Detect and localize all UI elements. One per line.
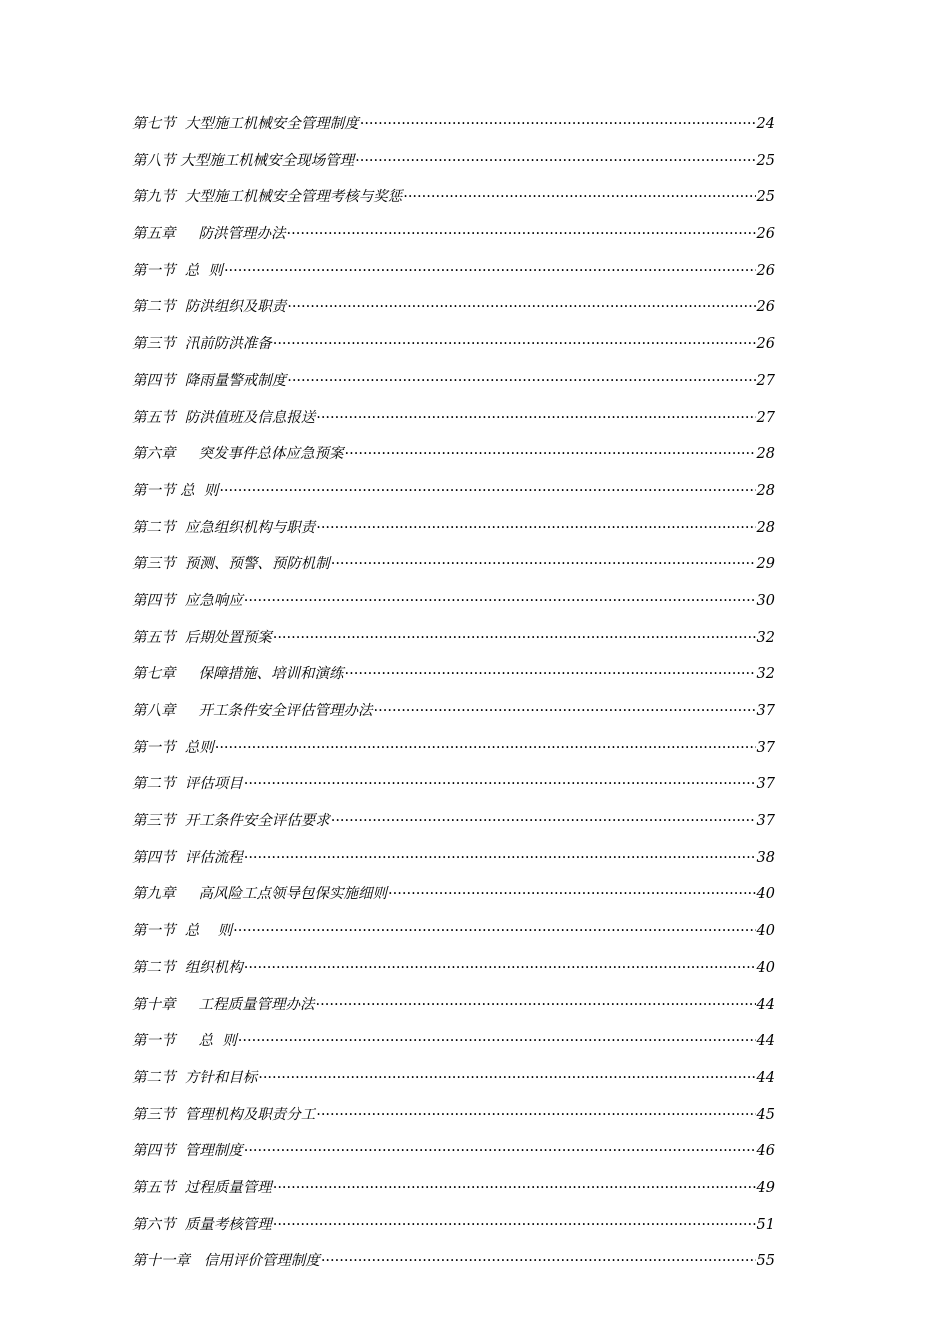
toc-entry-gap [176, 666, 199, 682]
toc-entry-title: 汛前防洪准备 [184, 336, 272, 353]
toc-entry-page-number: 40 [756, 923, 775, 940]
toc-entry-gap [176, 1143, 185, 1159]
toc-entry[interactable] [132, 846, 775, 883]
toc-entry-gap [176, 1070, 185, 1086]
toc-entry-title: 防洪组织及职责 [184, 299, 287, 316]
toc-entry[interactable] [132, 1139, 775, 1176]
toc-dot-leader [316, 1104, 755, 1119]
toc-entry-title: 总 则 [198, 1033, 237, 1050]
toc-entry-title: 开工条件安全评估管理办法 [198, 703, 373, 719]
toc-entry-title: 质量考核管理 [184, 1216, 272, 1233]
toc-entry-title: 后期处置预案 [184, 629, 272, 646]
toc-entry-page-number: 27 [756, 409, 775, 426]
toc-entry-title: 应急组织机构与职责 [184, 519, 316, 536]
toc-entry-gap [176, 336, 185, 352]
toc-entry-gap [176, 630, 185, 646]
toc-dot-leader [244, 1141, 756, 1156]
toc-entry[interactable] [132, 589, 775, 626]
toc-entry-page-number: 29 [756, 556, 775, 573]
toc-dot-leader [287, 297, 755, 312]
toc-entry-gap [176, 1107, 185, 1123]
toc-entry-page-number: 37 [756, 703, 775, 719]
toc-entry[interactable] [132, 956, 775, 993]
toc-dot-leader [238, 1031, 756, 1046]
toc-entry-label: 第一节 [132, 262, 176, 279]
toc-entry-page-number: 24 [756, 116, 775, 132]
toc-entry-page-number: 25 [756, 152, 775, 169]
toc-entry-label: 第九章 [132, 886, 176, 903]
toc-entry-page-number: 44 [756, 1033, 775, 1050]
toc-dot-leader [258, 1067, 755, 1082]
toc-entry[interactable] [132, 1029, 775, 1066]
toc-entry-page-number: 28 [756, 446, 775, 463]
toc-entry-gap [176, 226, 199, 242]
toc-entry[interactable] [132, 626, 775, 663]
toc-entry-title: 防洪值班及信息报送 [184, 409, 316, 426]
toc-dot-leader [273, 334, 756, 349]
toc-entry-label: 第二节 [132, 776, 176, 793]
toc-entry-title: 高风险工点领导包保实施细则 [198, 886, 388, 903]
toc-entry-gap [176, 556, 185, 572]
toc-entry[interactable] [132, 1176, 775, 1213]
toc-entry[interactable] [132, 149, 775, 186]
toc-entry[interactable] [132, 809, 775, 846]
toc-entry-label: 第五节 [132, 1179, 176, 1196]
toc-dot-leader [244, 590, 756, 605]
toc-entry-label: 第八章 [132, 703, 176, 719]
toc-entry-label: 第五节 [132, 629, 176, 646]
toc-entry-label: 第一节 [132, 1033, 176, 1050]
toc-dot-leader [388, 884, 756, 899]
toc-entry-page-number: 25 [756, 189, 775, 206]
toc-entry-title: 总 则 [180, 482, 219, 499]
toc-entry[interactable] [132, 662, 775, 699]
toc-dot-leader [316, 994, 756, 1009]
toc-entry-label: 第四节 [132, 592, 176, 609]
toc-dot-leader [345, 444, 756, 459]
toc-entry-title: 总则 [184, 739, 214, 756]
toc-entry-gap [176, 1033, 199, 1049]
toc-dot-leader [360, 114, 756, 129]
toc-entry-page-number: 44 [756, 1069, 775, 1086]
toc-entry-page-number: 49 [756, 1179, 775, 1196]
toc-entry-title: 开工条件安全评估要求 [184, 813, 330, 830]
toc-dot-leader [287, 224, 756, 239]
toc-entry-label: 第七章 [132, 666, 176, 683]
toc-entry[interactable] [132, 222, 775, 259]
toc-entry-title: 总 则 [184, 923, 233, 940]
toc-entry-title: 组织机构 [184, 959, 243, 976]
toc-entry[interactable] [132, 772, 775, 809]
toc-entry-title: 方针和目标 [184, 1069, 258, 1086]
toc-entry-label: 第七节 [132, 116, 176, 132]
toc-entry-gap [176, 1217, 185, 1233]
toc-entry-gap [176, 446, 199, 462]
toc-entry-page-number: 26 [756, 226, 775, 243]
toc-dot-leader [374, 701, 756, 716]
toc-entry[interactable] [132, 552, 775, 589]
toc-entry-page-number: 51 [756, 1216, 775, 1233]
toc-dot-leader [316, 407, 755, 422]
toc-entry-page-number: 37 [756, 739, 775, 756]
toc-entry-label: 第十章 [132, 996, 176, 1013]
toc-entry-title: 应急响应 [184, 592, 243, 609]
toc-entry[interactable] [132, 993, 775, 1030]
toc-entry[interactable] [132, 406, 775, 443]
toc-entry[interactable] [132, 882, 775, 919]
toc-dot-leader [244, 847, 756, 862]
toc-entry-page-number: 28 [756, 482, 775, 499]
toc-entry-gap [176, 1180, 185, 1196]
toc-entry-label: 第八节 [132, 152, 176, 169]
toc-entry[interactable] [132, 699, 775, 736]
toc-entry-label: 第六节 [132, 1216, 176, 1233]
toc-entry-gap [176, 886, 199, 902]
toc-entry-gap [176, 189, 185, 205]
toc-dot-leader [355, 150, 755, 165]
toc-entry-page-number: 55 [756, 1253, 775, 1270]
toc-entry-page-number: 32 [756, 629, 775, 646]
toc-entry-title: 大型施工机械安全管理考核与奖惩 [184, 189, 403, 206]
toc-dot-leader [287, 370, 755, 385]
toc-entry-label: 第六章 [132, 446, 176, 463]
toc-entry-label: 第一节 [132, 482, 176, 499]
toc-dot-leader [273, 627, 756, 642]
toc-entry[interactable] [132, 736, 775, 773]
toc-entry-title: 降雨量警戒制度 [184, 372, 287, 389]
toc-entry-label: 第十一章 [132, 1253, 190, 1270]
toc-entry-label: 第二节 [132, 1069, 176, 1086]
toc-entry-page-number: 30 [756, 592, 775, 609]
toc-entry-gap [176, 263, 185, 279]
toc-entry-page-number: 40 [756, 959, 775, 976]
toc-entry-gap [176, 850, 185, 866]
toc-dot-leader [331, 554, 756, 569]
toc-entry-page-number: 28 [756, 519, 775, 536]
toc-entry[interactable] [132, 112, 775, 149]
toc-entry-gap [176, 410, 185, 426]
toc-dot-leader [316, 517, 755, 532]
toc-entry-title: 突发事件总体应急预案 [198, 446, 344, 463]
toc-entry-gap [176, 740, 185, 756]
toc-entry-page-number: 26 [756, 336, 775, 353]
toc-entry-title: 预测、预警、预防机制 [184, 556, 330, 573]
toc-entry-gap [176, 997, 199, 1013]
toc-entry-page-number: 44 [756, 996, 775, 1013]
toc-entry-label: 第九节 [132, 189, 176, 206]
toc-entry[interactable] [132, 1249, 775, 1286]
toc-entry-label: 第四节 [132, 849, 176, 866]
toc-entry-page-number: 26 [756, 262, 775, 279]
toc-entry-title: 总 则 [184, 262, 223, 279]
toc-entry-label: 第三节 [132, 336, 176, 353]
toc-entry-page-number: 37 [756, 776, 775, 793]
toc-entry[interactable] [132, 1066, 775, 1103]
toc-entry-label: 第一节 [132, 739, 176, 756]
toc-entry[interactable] [132, 516, 775, 553]
toc-entry-page-number: 40 [756, 886, 775, 903]
toc-entry-gap [176, 813, 185, 829]
toc-entry-title: 信用评价管理制度 [203, 1253, 320, 1270]
toc-entry-label: 第五章 [132, 226, 176, 243]
toc-entry-label: 第四节 [132, 1143, 176, 1160]
toc-dot-leader [331, 811, 756, 826]
toc-entry-label: 第一节 [132, 923, 176, 940]
toc-entry-page-number: 26 [756, 299, 775, 316]
toc-entry[interactable] [132, 1213, 775, 1250]
toc-entry-gap [176, 960, 185, 976]
toc-entry-title: 过程质量管理 [184, 1179, 272, 1196]
toc-entry[interactable] [132, 185, 775, 222]
toc-dot-leader [233, 921, 755, 936]
toc-entry-label: 第三节 [132, 1106, 176, 1123]
toc-dot-leader [244, 957, 756, 972]
toc-entry-label: 第二节 [132, 299, 176, 316]
toc-entry-label: 第四节 [132, 372, 176, 389]
toc-entry-title: 大型施工机械安全现场管理 [180, 152, 355, 169]
table-of-contents [132, 112, 775, 1286]
toc-entry-gap [176, 520, 185, 536]
toc-entry-gap [176, 299, 185, 315]
toc-entry[interactable] [132, 295, 775, 332]
toc-entry-label: 第二节 [132, 959, 176, 976]
toc-entry-page-number: 45 [756, 1106, 775, 1123]
toc-entry[interactable] [132, 259, 775, 296]
toc-entry-page-number: 27 [756, 372, 775, 389]
toc-entry-gap [176, 776, 185, 792]
toc-dot-leader [224, 260, 756, 275]
toc-entry[interactable] [132, 1103, 775, 1140]
toc-entry-title: 评估流程 [184, 849, 243, 866]
toc-dot-leader [273, 1177, 756, 1192]
toc-entry-title: 管理制度 [184, 1143, 243, 1160]
toc-entry-gap [176, 703, 199, 719]
toc-entry-title: 管理机构及职责分工 [184, 1106, 316, 1123]
toc-dot-leader [345, 664, 756, 679]
toc-entry-label: 第三节 [132, 813, 176, 830]
toc-entry-gap [190, 1253, 204, 1269]
toc-entry-gap [176, 923, 185, 939]
toc-dot-leader [273, 1214, 756, 1229]
toc-dot-leader [244, 774, 756, 789]
toc-entry-page-number: 46 [756, 1143, 775, 1160]
toc-entry-gap [176, 593, 185, 609]
toc-entry[interactable] [132, 919, 775, 956]
toc-entry-title: 评估项目 [184, 776, 243, 793]
toc-entry[interactable] [132, 442, 775, 479]
toc-dot-leader [215, 737, 756, 752]
toc-entry-label: 第二节 [132, 519, 176, 536]
toc-entry-title: 工程质量管理办法 [198, 996, 315, 1013]
toc-entry-label: 第三节 [132, 556, 176, 573]
toc-entry[interactable] [132, 332, 775, 369]
toc-entry[interactable] [132, 479, 775, 516]
toc-entry-page-number: 37 [756, 813, 775, 830]
toc-dot-leader [403, 187, 755, 202]
toc-entry[interactable] [132, 369, 775, 406]
toc-entry-title: 大型施工机械安全管理制度 [184, 116, 359, 132]
toc-dot-leader [321, 1251, 756, 1266]
toc-entry-gap [176, 116, 185, 132]
toc-entry-title: 防洪管理办法 [198, 226, 286, 243]
toc-dot-leader [219, 480, 755, 495]
toc-entry-title: 保障措施、培训和演练 [198, 666, 344, 683]
toc-entry-page-number: 32 [756, 666, 775, 683]
toc-entry-gap [176, 373, 185, 389]
toc-entry-page-number: 38 [756, 849, 775, 866]
toc-entry-label: 第五节 [132, 409, 176, 426]
